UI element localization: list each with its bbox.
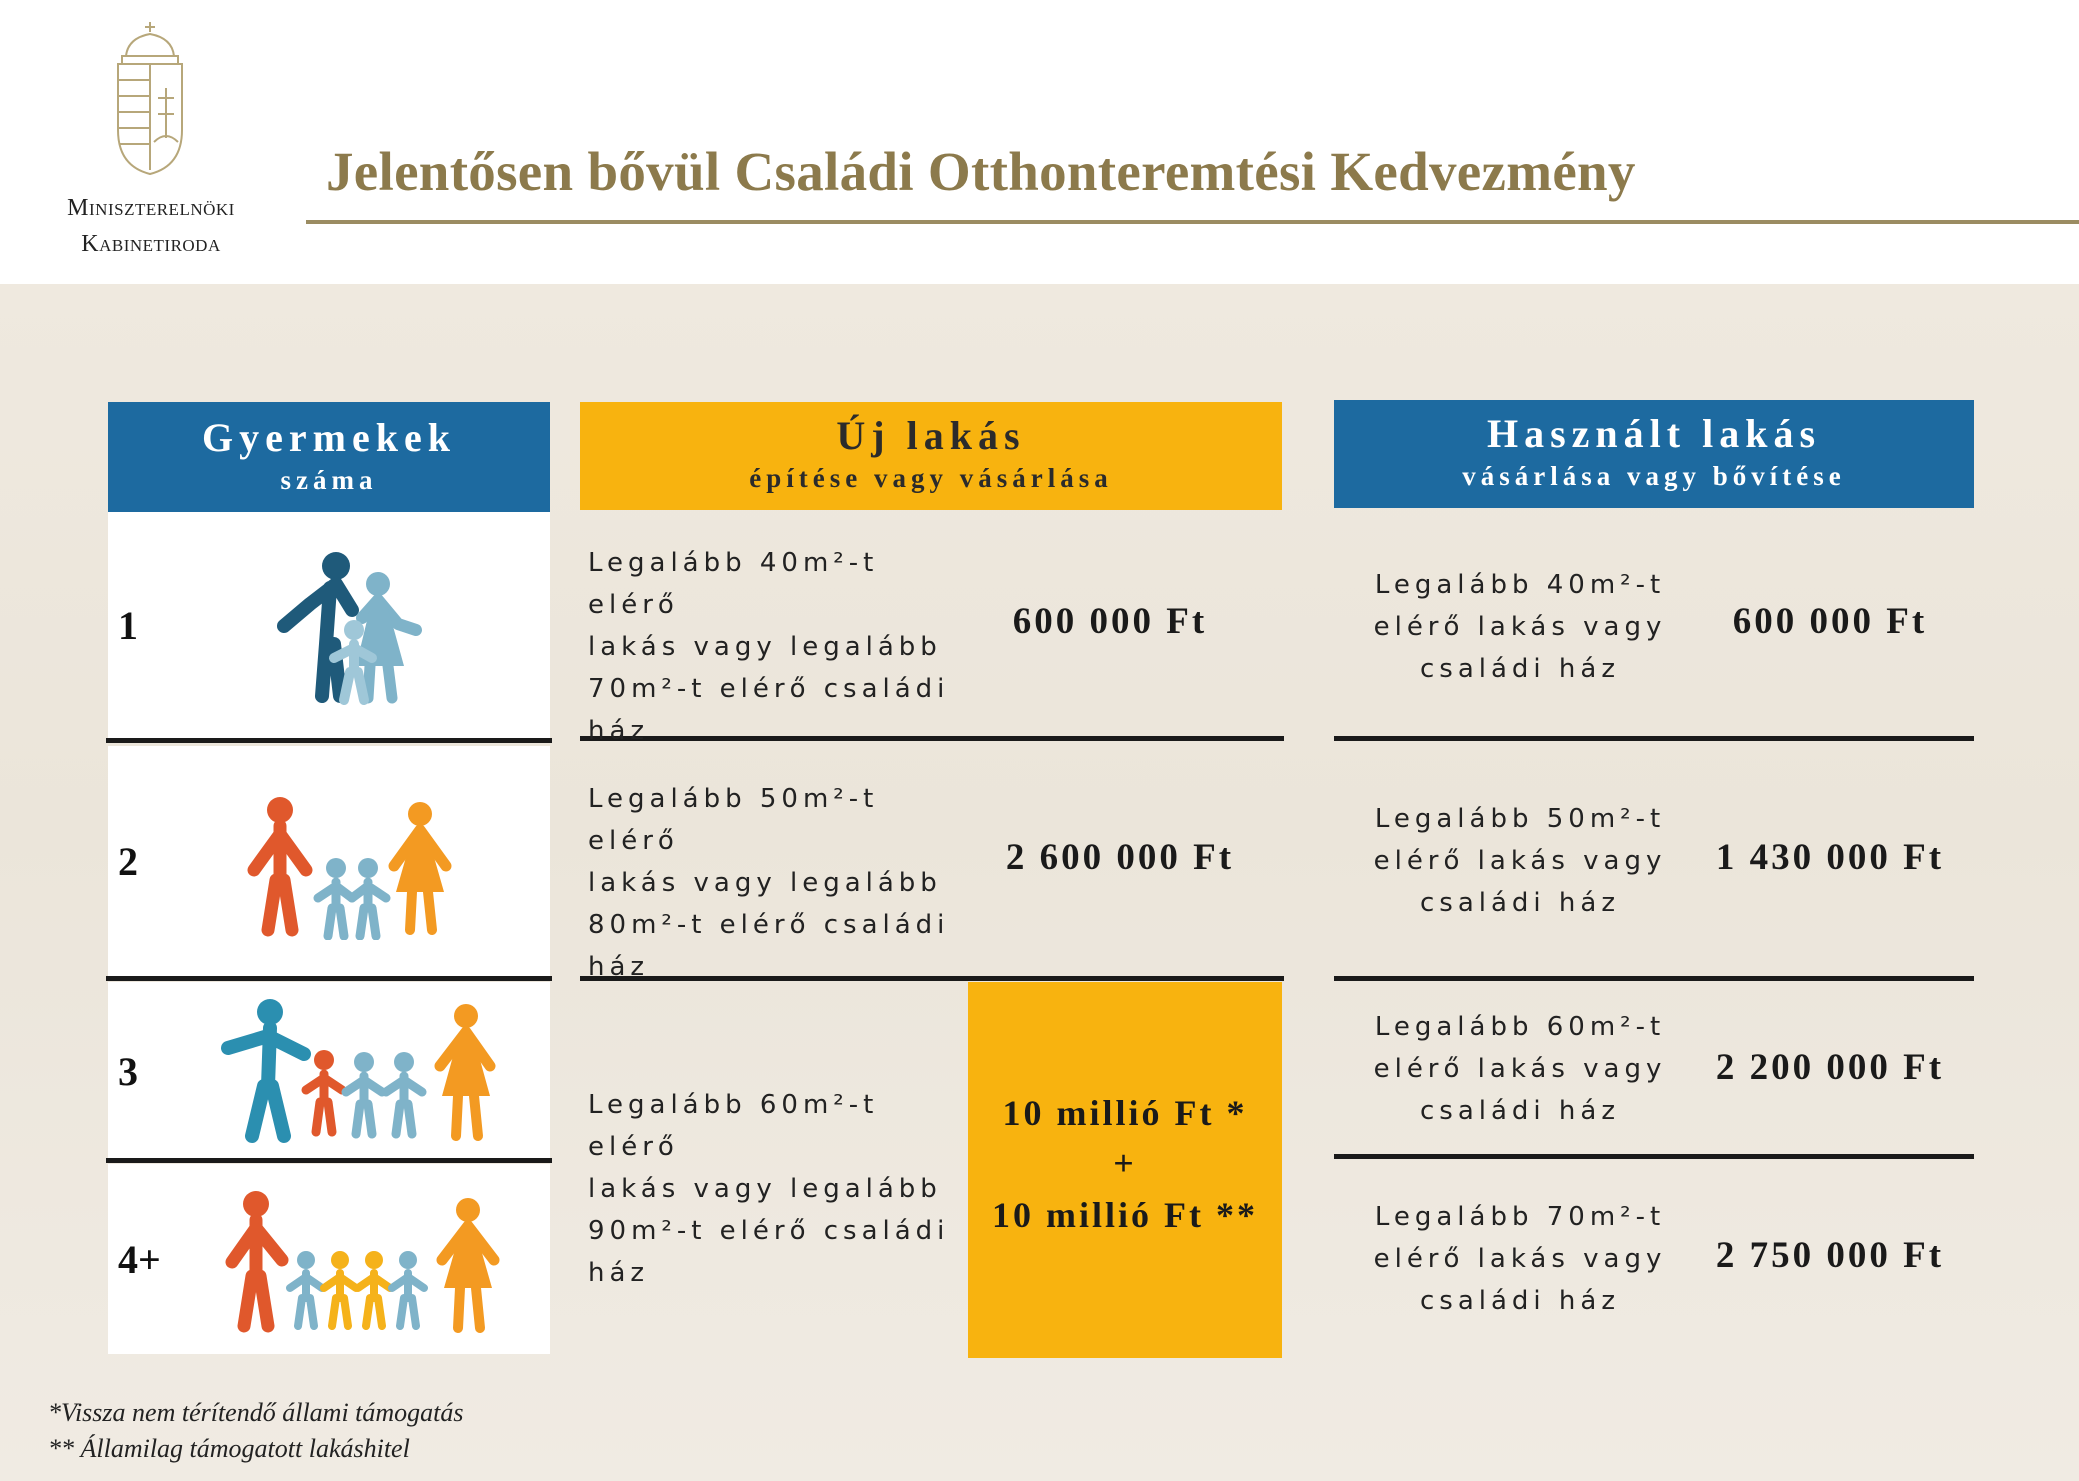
family-1-child-icon [270,548,430,708]
requirement-line: Legalább 40m²-t elérő [588,548,879,620]
new-home-requirement-large-family [588,1084,968,1294]
org-line-1: Miniszterelnöki [67,195,235,221]
new-home-requirement-1 [588,542,968,752]
requirement-line: ház [588,716,650,746]
header-children-title: Gyermekek [202,415,456,460]
requirement-line: elérő lakás vagy [1373,846,1667,876]
new-home-amount-2: 2 600 000 Ft [1005,837,1235,878]
used-home-requirement-3 [1350,1006,1690,1132]
requirement-line: családi ház [1420,888,1620,918]
used-home-requirement-2 [1350,798,1690,924]
org-line-2: Kabinetiroda [81,231,221,257]
row-divider [1334,1154,1974,1159]
page-title: Jelentősen bővül Családi Otthonteremtési Kedvezmény [326,141,1636,202]
used-home-requirement-1 [1350,564,1690,690]
row-divider [106,976,552,981]
coat-of-arms-icon [108,18,192,178]
children-count-2: 2 [118,839,138,884]
children-count-1: 1 [118,603,138,648]
requirement-line: ház [588,1258,650,1288]
header-used-home [1334,400,1974,508]
children-count-3: 3 [118,1049,138,1094]
used-home-amount-4: 2 750 000 Ft [1715,1235,1945,1276]
footnote-loan: ** Államilag támogatott lakáshitel [48,1434,410,1463]
header-new-home-subtitle: építése vagy vásárlása [749,463,1113,493]
requirement-line: Legalább 60m²-t elérő [588,1090,879,1162]
requirement-line: 80m²-t elérő családi [588,910,950,940]
requirement-line: elérő lakás vagy [1373,612,1667,642]
row-divider [1334,976,1974,981]
requirement-line: Legalább 50m²-t elérő [588,784,879,856]
requirement-line: elérő lakás vagy [1373,1244,1667,1274]
requirement-line: lakás vagy legalább [588,632,942,662]
header-new-home-title: Új lakás [836,413,1026,458]
requirement-line: családi ház [1420,1096,1620,1126]
requirement-line: 70m²-t elérő családi [588,674,950,704]
row-divider [1334,736,1974,741]
requirement-line: Legalább 60m²-t [1374,1012,1666,1042]
row-divider [106,738,552,743]
requirement-line: lakás vagy legalább [588,1174,942,1204]
requirement-line: családi ház [1420,1286,1620,1316]
footnote-grant: *Vissza nem térítendő állami támogatás [48,1398,464,1427]
used-home-requirement-4 [1350,1196,1690,1322]
plus-sign: + [1113,1143,1137,1183]
requirement-line: ház [588,952,650,982]
used-home-amount-2: 1 430 000 Ft [1715,837,1945,878]
requirement-line: lakás vagy legalább [588,868,942,898]
header-children [108,402,550,512]
requirement-line: elérő lakás vagy [1373,1054,1667,1084]
header-used-home-title: Használt lakás [1486,411,1822,456]
new-home-requirement-2 [588,778,968,988]
title-underline [306,220,2079,224]
requirement-line: Legalább 40m²-t [1374,570,1666,600]
family-4-children-icon [222,1188,502,1338]
new-home-amount-1: 600 000 Ft [1012,601,1208,642]
children-count-4: 4+ [118,1237,161,1282]
loan-amount: 10 millió Ft ** [992,1195,1258,1235]
requirement-line: Legalább 50m²-t [1374,804,1666,834]
used-home-amount-3: 2 200 000 Ft [1715,1047,1945,1088]
requirement-line: 90m²-t elérő családi [588,1216,950,1246]
used-home-amount-1: 600 000 Ft [1732,601,1928,642]
row-divider [106,1158,552,1163]
header-new-home [580,402,1282,510]
large-family-amount-box [968,982,1282,1358]
grant-amount: 10 millió Ft * [1002,1093,1248,1133]
family-2-children-icon [240,790,460,940]
header-used-home-subtitle: vásárlása vagy bővítése [1462,461,1846,491]
requirement-line: Legalább 70m²-t [1374,1202,1666,1232]
header-children-subtitle: száma [280,465,378,495]
requirement-line: családi ház [1420,654,1620,684]
family-3-children-icon [214,996,504,1146]
org-name [40,190,262,262]
